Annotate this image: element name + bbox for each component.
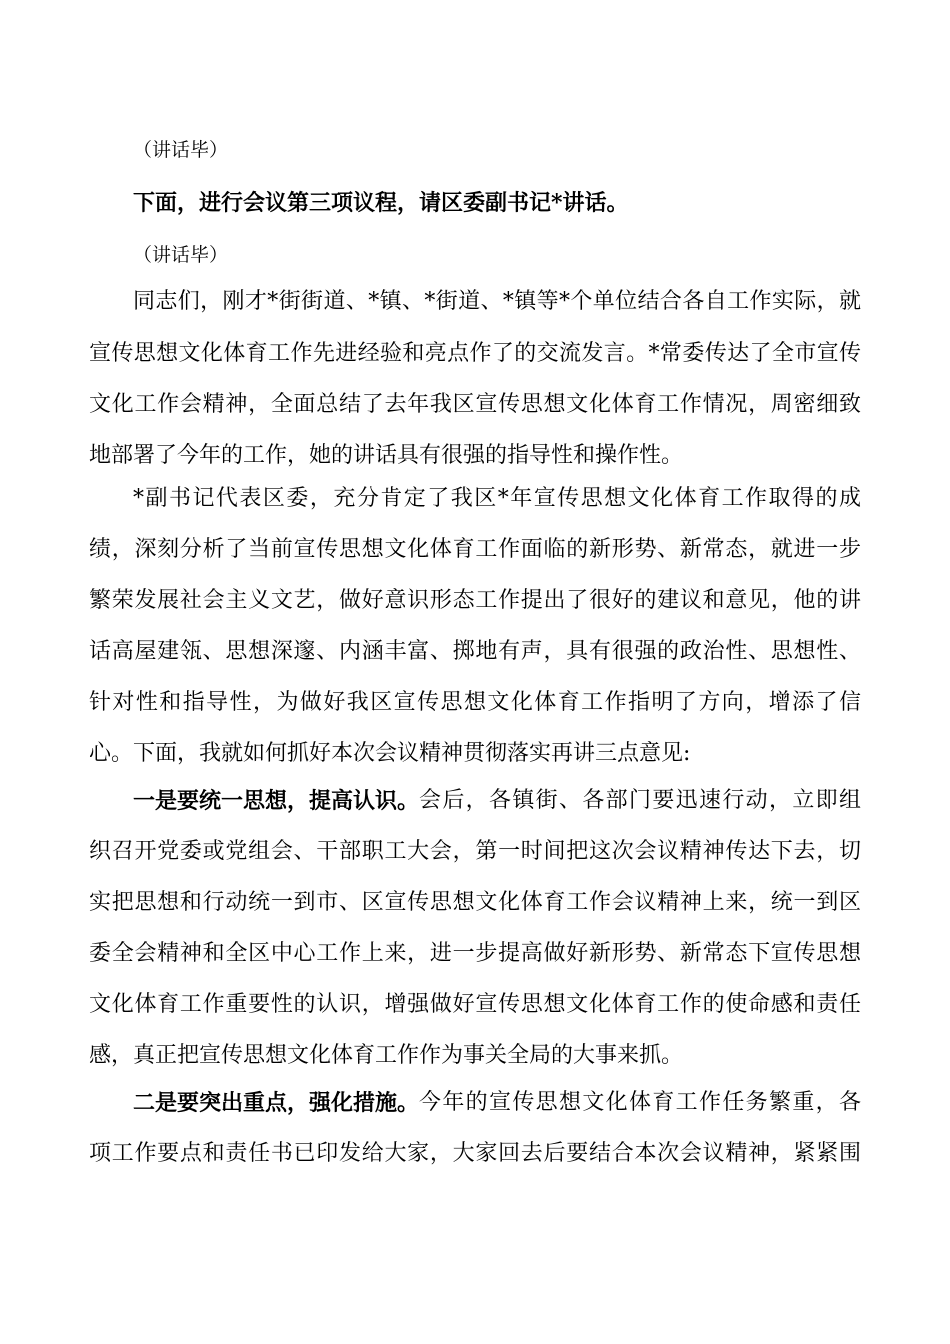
- point-one-heading: 一是要统一思想，提高认识。: [133, 788, 420, 814]
- paragraph-line: 同志们，刚才*街街道、*镇、*街道、*镇等*个单位结合各自工作实际，就: [133, 289, 861, 314]
- paragraph-line: 心。下面，我就如何抓好本次会议精神贯彻落实再讲三点意见:: [89, 741, 691, 766]
- speech-end-note: （讲话毕）: [133, 139, 229, 161]
- paragraph-line: 话高屋建瓴、思想深邃、内涵丰富、掷地有声，具有很强的政治性、思想性、: [89, 639, 861, 664]
- paragraph-line: 感，真正把宣传思想文化体育工作作为事关全局的大事来抓。: [89, 1043, 684, 1068]
- paragraph-first-line: [133, 786, 861, 816]
- point-two-heading: 二是要突出重点，强化措施。: [133, 1090, 420, 1116]
- paragraph-line: 会后，各镇街、各部门要迅速行动，立即组: [419, 788, 861, 813]
- paragraph-line: 织召开党委或党组会、干部职工大会，第一时间把这次会议精神传达下去，切: [89, 839, 861, 864]
- paragraph-line: 文化工作会精神，全面总结了去年我区宣传思想文化体育工作情况，周密细致: [89, 392, 861, 417]
- paragraph-line: 实把思想和行动统一到市、区宣传思想文化体育工作会议精神上来，统一到区: [89, 890, 861, 915]
- paragraph-line: 绩，深刻分析了当前宣传思想文化体育工作面临的新形势、新常态，就进一步: [89, 537, 861, 562]
- paragraph-line: 针对性和指导性，为做好我区宣传思想文化体育工作指明了方向，增添了信: [89, 690, 861, 715]
- agenda-item-three: 下面，进行会议第三项议程，请区委副书记*讲话。: [133, 190, 629, 216]
- paragraph-line: 委全会精神和全区中心工作上来，进一步提高做好新形势、新常态下宣传思想: [89, 941, 861, 966]
- paragraph-line: 繁荣发展社会主义文艺，做好意识形态工作提出了很好的建议和意见，他的讲: [89, 588, 861, 613]
- paragraph-line: 今年的宣传思想文化体育工作任务繁重，各: [419, 1090, 861, 1115]
- paragraph-line: 宣传思想文化体育工作先进经验和亮点作了的交流发言。*常委传达了全市宣传: [89, 341, 861, 366]
- paragraph-line: 地部署了今年的工作，她的讲话具有很强的指导性和操作性。: [89, 443, 684, 468]
- paragraph-first-line: [133, 1088, 861, 1118]
- paragraph-line: 项工作要点和责任书已印发给大家，大家回去后要结合本次会议精神，紧紧围: [89, 1141, 861, 1166]
- paragraph-line: 文化体育工作重要性的认识，增强做好宣传思想文化体育工作的使命感和责任: [89, 992, 861, 1017]
- paragraph-line: *副书记代表区委，充分肯定了我区*年宣传思想文化体育工作取得的成: [133, 486, 861, 511]
- speech-end-note: （讲话毕）: [133, 244, 229, 266]
